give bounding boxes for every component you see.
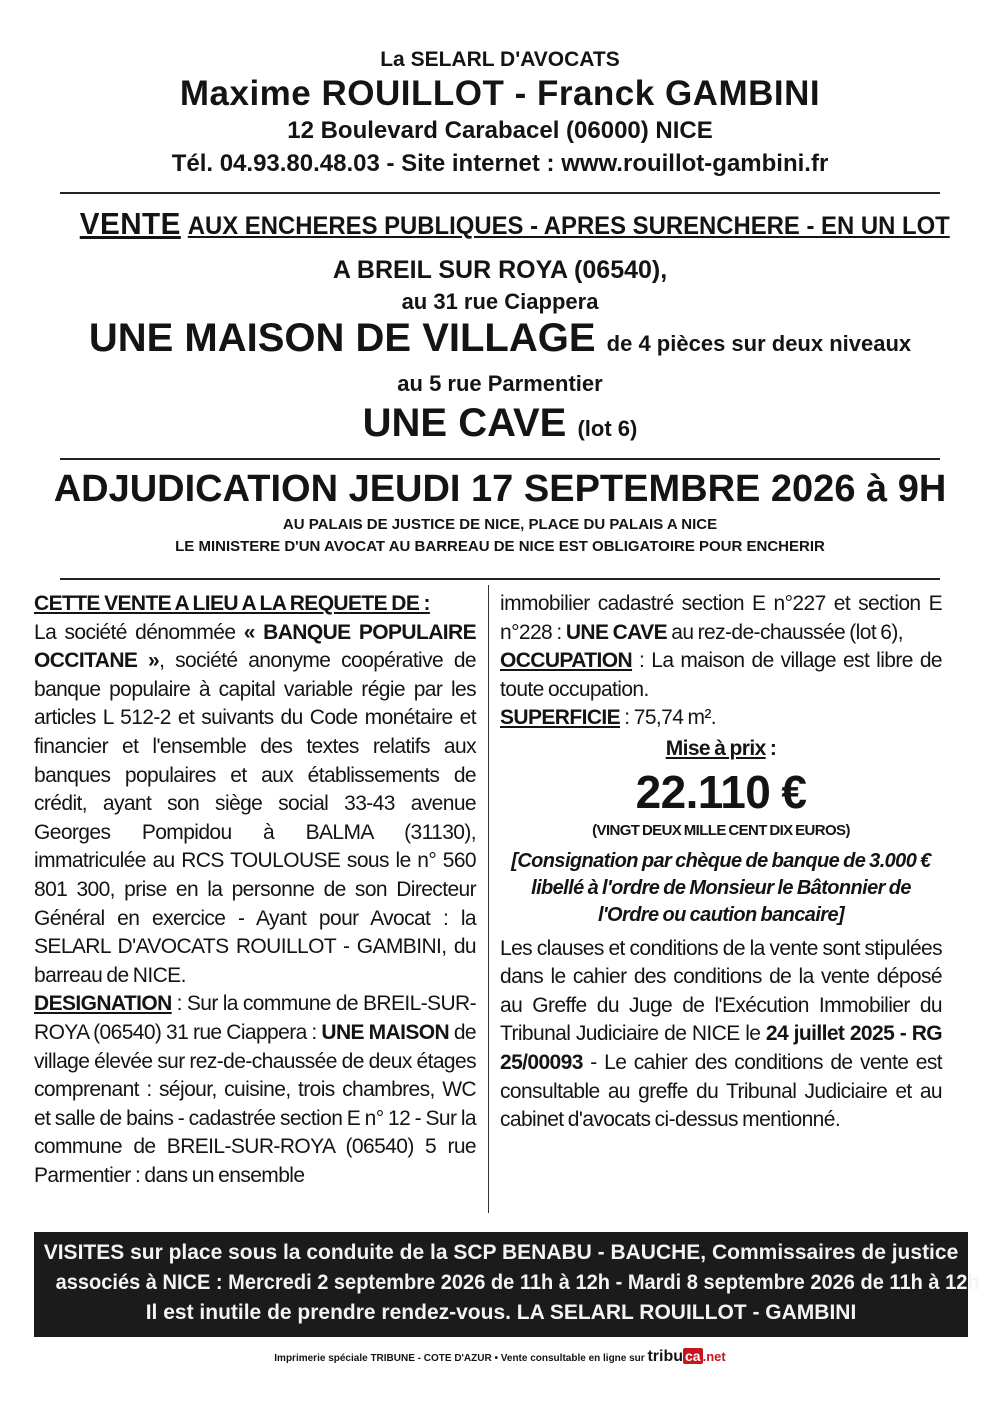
logo-part-a: tribu [647, 1348, 684, 1365]
starting-price: 22.110 € [635, 765, 807, 818]
clauses-text-1: Les clauses et conditions de la vente sont stipulées dans le cahier des conditions de la vente déposé au Greffe du Juge de l'Exécution Immobilier du Tribunal Judiciaire de NICE le [500, 936, 942, 1046]
occupation-paragraph [500, 647, 942, 704]
visits-box [34, 1232, 980, 1337]
designation-bold: UNE MAISON [321, 1020, 450, 1044]
designation-cont-bold: UNE CAVE [565, 620, 667, 644]
sale-type-rest: AUX ENCHERES PUBLIQUES - APRES SURENCHERE - EN UN LOT [187, 212, 950, 240]
mise-colon: : [765, 736, 777, 760]
adjudication-title: ADJUDICATION JEUDI 17 SEPTEMBRE 2026 à 9H [53, 468, 947, 510]
firm-contact: Tél. 04.93.80.48.03 - Site internet : www.rouillot-gambini.fr [171, 150, 829, 177]
firm-prefix: La SELARL D'AVOCATS [380, 48, 620, 71]
sale-town: A BREIL SUR ROYA (06540), [332, 256, 668, 284]
mise-a-prix-label [500, 735, 942, 764]
logo-part-c: .net [702, 1349, 726, 1364]
divider [60, 192, 940, 194]
designation-cont-2: au rez-de-chaussée (lot 6), [667, 620, 903, 644]
superficie-text: : 75,74 m². [620, 706, 717, 730]
requete-text: , société anonyme coopérative de banque populaire à capital variable régie par les articles L 512-2 et suivants du Code monétaire et financier et l'ensemble des textes relatifs aux banques populaires et aux établissements de crédit, ayant son siège social 33-43 avenue Georges Pompidou à BALMA (31130), immatriculée au RCS TOULOUSE sous le n° 560 801 300, prise en la personne de son Directeur Général en exercice - Ayant pour Avocat : la SELARL D'AVOCATS ROUILLOT - GAMBINI, du barreau de NICE. [34, 649, 477, 987]
mise-label: Mise à prix [665, 736, 766, 760]
designation-text-1: : Sur la commune de BREIL-SUR-ROYA (06540) 31 rue Ciappera : [34, 992, 476, 1044]
superficie-paragraph [500, 704, 942, 733]
sale-vente: VENTE [79, 206, 181, 241]
logo-part-b: ca [685, 1348, 701, 1364]
property-1-detail: de 4 pièces sur deux niveaux [606, 331, 912, 356]
property-1-name: UNE MAISON DE VILLAGE [88, 316, 596, 360]
designation-heading: DESIGNATION [34, 992, 172, 1016]
designation-paragraph [34, 990, 476, 1190]
clauses-bold: 24 juillet 2025 - RG 25/00093 [500, 1022, 942, 1074]
superficie-heading: SUPERFICIE [500, 706, 621, 730]
property-address-2: au 5 rue Parmentier [397, 371, 603, 396]
sale-type-line [79, 206, 950, 242]
property-2-name: UNE CAVE [362, 401, 567, 445]
divider [60, 578, 940, 580]
tribuca-logo [647, 1348, 725, 1365]
requete-company: « BANQUE POPULAIRE OCCITANE » [34, 620, 476, 673]
visits-line-1: VISITES sur place sous la conduite de la SCP BENABU - BAUCHE, Commissaires de justice [43, 1241, 959, 1264]
footer-text: Imprimerie spéciale TRIBUNE - COTE D'AZUR • Vente consultable en ligne sur [274, 1353, 648, 1364]
requete-paragraph [34, 619, 476, 991]
occupation-text: : La maison de village est libre de toute occupation. [500, 649, 942, 701]
requete-heading: CETTE VENTE A LIEU A LA REQUETE DE : [34, 592, 430, 615]
divider [60, 458, 940, 460]
property-1-title [0, 316, 1000, 361]
occupation-heading: OCCUPATION [500, 649, 633, 673]
consignation-note: [Consignation par chèque de banque de 3.000 € libellé à l'ordre de Monsieur le Bâtonnier de l'Ordre ou caution bancaire] [511, 849, 931, 926]
designation-continued [500, 590, 942, 647]
right-column [500, 590, 942, 1135]
visits-line-3: Il est inutile de prendre rendez-vous. LA SELARL ROUILLOT - GAMBINI [145, 1301, 857, 1324]
property-2-title [0, 401, 1000, 446]
property-2-detail: (lot 6) [577, 416, 638, 441]
left-column [34, 590, 476, 1190]
firm-address: 12 Boulevard Carabacel (06000) NICE [287, 117, 713, 144]
property-address-1: au 31 rue Ciappera [401, 289, 599, 314]
starting-price-words: (VINGT DEUX MILLE CENT DIX EUROS) [592, 821, 850, 839]
visits-line-2: associés à NICE : Mercredi 2 septembre 2026 de 11h à 12h - Mardi 8 septembre 2026 de 11h à 12h [55, 1271, 980, 1294]
designation-text-2: de village élevée sur rez-de-chaussée de deux étages comprenant : séjour, cuisine, trois chambres, WC et salle de bains - cadastrée section E n° 12 - Sur la commune de BREIL-SUR-ROYA (06540) 5 rue Parmentier : dans un ensemble [34, 1020, 476, 1187]
clauses-paragraph [500, 935, 942, 1135]
lawyers-names: Maxime ROUILLOT - Franck GAMBINI [179, 74, 821, 113]
printer-footer [0, 1348, 1000, 1366]
adjudication-place: AU PALAIS DE JUSTICE DE NICE, PLACE DU PALAIS A NICE [282, 516, 718, 533]
designation-cont-1: immobilier cadastré section E n°227 et section E n°228 : [500, 592, 942, 644]
clauses-text-2: - Le cahier des conditions de vente est consultable au greffe du Tribunal Judiciaire et au cabinet d'avocats ci-dessus mentionné. [500, 1050, 942, 1132]
adjudication-note: LE MINISTERE D'UN AVOCAT AU BARREAU DE NICE EST OBLIGATOIRE POUR ENCHERIR [175, 538, 825, 555]
requete-intro: La société dénommée [34, 620, 244, 644]
column-divider [488, 585, 489, 1213]
